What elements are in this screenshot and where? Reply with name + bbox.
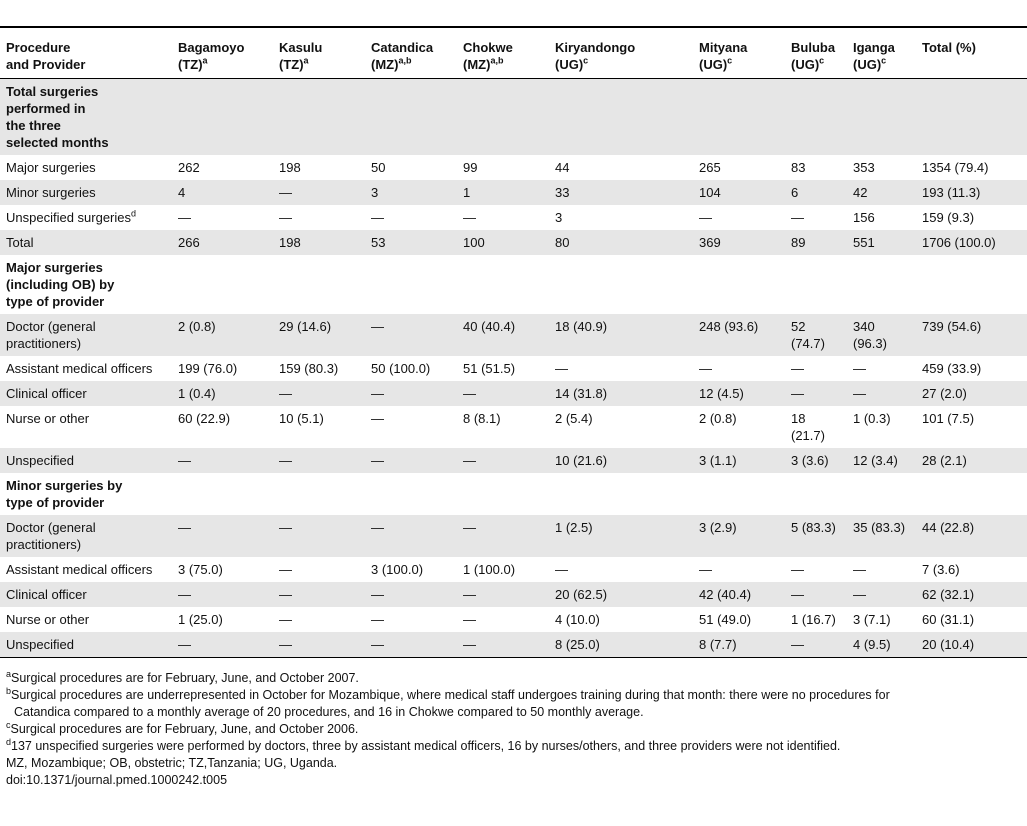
table-cell: 369 — [693, 230, 785, 255]
table-row — [0, 205, 1027, 230]
table-row — [0, 314, 1027, 356]
table-cell: 33 — [549, 180, 693, 205]
table-cell: — — [279, 210, 292, 225]
table-cell: — — [847, 582, 916, 607]
footnote: $^b$Surgical procedures are underrepresented in October for Mozambique, where medical staff undergoes training during that month: there were no procedures for Catandica compared to a monthly average of 20 procedures, and 16 in Chokwe compared to 50 monthly average. — [6, 687, 1027, 721]
table-cell: 739 (54.6) — [916, 314, 1027, 356]
row-label: Unspecified — [0, 632, 172, 658]
table-cell: — — [457, 582, 549, 607]
table-row — [0, 448, 1027, 473]
table-cell: 8 (7.7) — [693, 632, 785, 658]
table-cell: 44 — [555, 160, 570, 175]
row-label: Assistant medical officers — [6, 361, 153, 376]
table-cell: 156 — [853, 210, 875, 225]
table-cell: 1 (100.0) — [463, 562, 516, 577]
row-label: Unspecified — [0, 448, 172, 473]
table-cell: 4 (10.0) — [555, 612, 600, 627]
table-cell: — — [699, 210, 712, 225]
table-cell: 3 (2.9) — [693, 515, 785, 557]
table-row — [0, 515, 1027, 557]
table-cell: 3 (1.1) — [693, 448, 785, 473]
table-cell: — — [172, 515, 273, 557]
table-cell: 3 — [555, 210, 563, 225]
table-cell: 20 (62.5) — [549, 582, 693, 607]
empty-cell — [847, 473, 916, 515]
table-cell: 62 (32.1) — [916, 582, 1027, 607]
table-cell: 1354 (79.4) — [922, 160, 989, 175]
superscript-marker: c — [881, 55, 887, 66]
empty-cell — [273, 79, 365, 156]
table-header-row — [0, 36, 1027, 79]
table-cell: 8 (25.0) — [549, 632, 693, 658]
table-cell: — — [371, 612, 384, 627]
table-row — [0, 582, 1027, 607]
table-cell: — — [273, 515, 365, 557]
row-label: Clinical officer — [0, 381, 172, 406]
table-cell: 18 (40.9) — [549, 314, 693, 356]
table-cell: 50 (100.0) — [371, 361, 431, 376]
table-cell: 4 (9.5) — [847, 632, 916, 658]
superscript-marker: a — [303, 55, 309, 66]
table-cell: 3 (75.0) — [178, 562, 223, 577]
table-cell: — — [273, 448, 365, 473]
table-cell: 3 (100.0) — [371, 562, 424, 577]
empty-cell — [172, 473, 273, 515]
table-cell: 7 (3.6) — [922, 562, 960, 577]
table-cell: — — [365, 314, 457, 356]
table-row — [0, 406, 1027, 448]
column-header: Total (%) — [916, 36, 1027, 79]
surgeries-table — [0, 36, 1027, 658]
table-cell: — — [365, 582, 457, 607]
table-cell: 14 (31.8) — [549, 381, 693, 406]
table-cell: 104 — [693, 180, 785, 205]
table-cell: — — [273, 632, 365, 658]
table-cell: 10 (5.1) — [279, 411, 324, 426]
table-cell: 40 (40.4) — [457, 314, 549, 356]
table-cell: — — [273, 381, 365, 406]
table-cell: 35 (83.3) — [847, 515, 916, 557]
footnote: $^a$Surgical procedures are for February, June, and October 2007. — [6, 668, 359, 685]
table-cell: — — [172, 582, 273, 607]
table-cell: 27 (2.0) — [916, 381, 1027, 406]
empty-cell — [847, 79, 916, 156]
empty-cell — [457, 255, 549, 314]
table-body — [0, 79, 1027, 658]
table-cell: — — [785, 582, 847, 607]
table-cell: — — [279, 612, 292, 627]
table-cell: 248 (93.6) — [693, 314, 785, 356]
table-cell: 10 (21.6) — [549, 448, 693, 473]
section-title: Minor surgeries by type of provider — [6, 478, 123, 510]
superscript-marker: a,b — [490, 55, 504, 66]
table-cell: — — [178, 210, 191, 225]
table-cell: 53 — [365, 230, 457, 255]
table-cell: 12 (3.4) — [847, 448, 916, 473]
table-cell: — — [279, 562, 292, 577]
empty-cell — [785, 79, 847, 156]
table-cell: 28 (2.1) — [916, 448, 1027, 473]
column-header: Iganga (UG)$^c$ — [847, 36, 916, 79]
table-cell: — — [853, 361, 866, 376]
row-label: Nurse or other — [6, 612, 90, 627]
table-cell: 459 (33.9) — [922, 361, 982, 376]
table-cell: — — [172, 632, 273, 658]
superscript-marker: d — [6, 736, 12, 747]
table-cell: — — [699, 361, 712, 376]
table-cell: 44 (22.8) — [916, 515, 1027, 557]
table-cell: 52 (74.7) — [785, 314, 847, 356]
table-row — [0, 230, 1027, 255]
footnote: $^d$137 unspecified surgeries were performed by doctors, three by assistant medical officers, 16 by nurses/others, and three providers were not identified. — [6, 736, 841, 753]
table-row — [0, 607, 1027, 632]
table-cell: — — [457, 381, 549, 406]
table-cell: — — [371, 411, 384, 426]
table-cell: 199 (76.0) — [178, 361, 238, 376]
table-cell: 3 (3.6) — [785, 448, 847, 473]
column-header: Kasulu (TZ)$^a$ — [273, 36, 365, 79]
superscript-marker: c — [727, 55, 733, 66]
table-cell: 1 — [457, 180, 549, 205]
table-cell: — — [785, 632, 847, 658]
table-cell: 2 (0.8) — [699, 411, 737, 426]
table-cell: — — [172, 448, 273, 473]
table-cell: 5 (83.3) — [785, 515, 847, 557]
row-label: Doctor (general practitioners) — [0, 515, 172, 557]
superscript-marker: c — [819, 55, 825, 66]
section-header-row — [0, 473, 1027, 515]
top-rule — [0, 26, 1027, 28]
table-cell: — — [365, 381, 457, 406]
table-cell: 4 — [172, 180, 273, 205]
superscript-marker: a — [6, 668, 12, 679]
table-cell: 1706 (100.0) — [916, 230, 1027, 255]
table-cell: — — [785, 381, 847, 406]
empty-cell — [365, 473, 457, 515]
table-cell: — — [457, 632, 549, 658]
table-cell: 340 (96.3) — [847, 314, 916, 356]
footnote: doi:10.1371/journal.pmed.1000242.t005 — [6, 773, 228, 787]
table-row — [0, 155, 1027, 180]
table-cell: 50 — [371, 160, 386, 175]
table-cell: 3 (7.1) — [853, 612, 891, 627]
table-cell: — — [365, 632, 457, 658]
table-cell: — — [853, 562, 866, 577]
table-cell: 266 — [172, 230, 273, 255]
superscript-marker: c — [6, 719, 11, 730]
empty-cell — [916, 473, 1027, 515]
row-label: Nurse or other — [6, 411, 90, 426]
table-cell: — — [791, 562, 804, 577]
table-cell: 265 — [699, 160, 721, 175]
empty-cell — [549, 255, 693, 314]
row-label: Total — [0, 230, 172, 255]
table-cell: 262 — [178, 160, 200, 175]
empty-cell — [457, 79, 549, 156]
superscript-marker: d — [131, 208, 137, 219]
column-header: Kiryandongo (UG)$^c$ — [549, 36, 693, 79]
table-cell: 83 — [791, 160, 806, 175]
table-cell: — — [791, 210, 804, 225]
table-cell: — — [847, 381, 916, 406]
table-cell: — — [463, 210, 476, 225]
table-cell: — — [555, 562, 568, 577]
superscript-marker: a — [202, 55, 208, 66]
column-header: Buluba (UG)$^c$ — [785, 36, 847, 79]
empty-cell — [785, 473, 847, 515]
column-header: Bagamoyo (TZ)$^a$ — [172, 36, 273, 79]
table-cell: 159 (80.3) — [279, 361, 339, 376]
empty-cell — [693, 79, 785, 156]
empty-cell — [693, 473, 785, 515]
table-cell: 551 — [847, 230, 916, 255]
table-cell: — — [273, 582, 365, 607]
section-header-row — [0, 79, 1027, 156]
table-cell: 193 (11.3) — [916, 180, 1027, 205]
table-cell: — — [457, 515, 549, 557]
table-cell: 18 (21.7) — [791, 411, 825, 443]
table-row — [0, 632, 1027, 658]
row-label: Doctor (general practitioners) — [0, 314, 172, 356]
empty-cell — [916, 255, 1027, 314]
table-row — [0, 557, 1027, 582]
table-cell: 1 (0.4) — [172, 381, 273, 406]
table-cell: — — [371, 210, 384, 225]
empty-cell — [365, 79, 457, 156]
table-cell: — — [365, 515, 457, 557]
table-cell: — — [699, 562, 712, 577]
table-cell: 42 — [847, 180, 916, 205]
row-label: Minor surgeries — [0, 180, 172, 205]
table-cell: — — [365, 448, 457, 473]
empty-cell — [273, 473, 365, 515]
column-header: Chokwe (MZ)$^{a,b}$ — [457, 36, 549, 79]
empty-cell — [785, 255, 847, 314]
table-cell: 29 (14.6) — [273, 314, 365, 356]
table-cell: 1 (0.3) — [853, 411, 891, 426]
superscript-marker: b — [6, 685, 12, 696]
superscript-marker: a,b — [398, 55, 412, 66]
section-title: Major surgeries (including OB) by type of provider — [6, 260, 115, 309]
table-cell: 89 — [785, 230, 847, 255]
section-title: Total surgeries performed in the three selected months — [0, 79, 172, 156]
table-cell: 3 — [365, 180, 457, 205]
table-cell: 159 (9.3) — [922, 210, 975, 225]
table-row — [0, 180, 1027, 205]
row-label: Clinical officer — [0, 582, 172, 607]
table-cell: — — [463, 612, 476, 627]
table-cell: — — [791, 361, 804, 376]
empty-cell — [172, 79, 273, 156]
table-cell: 60 (22.9) — [178, 411, 231, 426]
section-header-row — [0, 255, 1027, 314]
row-label: Assistant medical officers — [6, 562, 153, 577]
table-cell: 99 — [463, 160, 478, 175]
row-label: Major surgeries — [6, 160, 96, 175]
table-cell: 101 (7.5) — [922, 411, 975, 426]
table-cell: 198 — [279, 160, 301, 175]
column-header: Catandica (MZ)$^{a,b}$ — [365, 36, 457, 79]
table-cell: 8 (8.1) — [463, 411, 501, 426]
table-cell: 80 — [549, 230, 693, 255]
empty-cell — [549, 79, 693, 156]
table-cell: 1 (2.5) — [549, 515, 693, 557]
table-cell: 100 — [457, 230, 549, 255]
table-cell: 51 (51.5) — [463, 361, 516, 376]
empty-cell — [916, 79, 1027, 156]
table-cell: 60 (31.1) — [922, 612, 975, 627]
empty-cell — [549, 473, 693, 515]
empty-cell — [693, 255, 785, 314]
table-cell: 198 — [273, 230, 365, 255]
table-row — [0, 356, 1027, 381]
table-cell: 353 — [853, 160, 875, 175]
column-header: Mityana (UG)$^c$ — [693, 36, 785, 79]
table-cell: 1 (16.7) — [791, 612, 836, 627]
table-cell: — — [457, 448, 549, 473]
superscript-marker: c — [583, 55, 589, 66]
footnote: MZ, Mozambique; OB, obstetric; TZ,Tanzania; UG, Uganda. — [6, 756, 338, 770]
empty-cell — [273, 255, 365, 314]
table-cell: 12 (4.5) — [693, 381, 785, 406]
footnotes — [0, 670, 1027, 789]
table-cell: — — [555, 361, 568, 376]
table-cell: 6 — [785, 180, 847, 205]
empty-cell — [365, 255, 457, 314]
table-cell: 2 (0.8) — [172, 314, 273, 356]
table-cell: 42 (40.4) — [693, 582, 785, 607]
table-cell: 20 (10.4) — [916, 632, 1027, 658]
footnote-continuation: Catandica compared to a monthly average of 20 procedures, and 16 in Chokwe compared to 50 monthly average. — [14, 705, 644, 719]
header-procedure-provider: Procedure and Provider — [0, 36, 172, 79]
empty-cell — [172, 255, 273, 314]
empty-cell — [457, 473, 549, 515]
table-cell: 51 (49.0) — [699, 612, 752, 627]
table-row — [0, 381, 1027, 406]
row-label: Unspecified surgeries$^d$ — [6, 208, 137, 225]
table-cell: — — [273, 180, 365, 205]
table-cell: 1 (25.0) — [178, 612, 223, 627]
table-cell: 2 (5.4) — [555, 411, 593, 426]
footnote: $^c$Surgical procedures are for February, June, and October 2006. — [6, 719, 359, 736]
empty-cell — [847, 255, 916, 314]
